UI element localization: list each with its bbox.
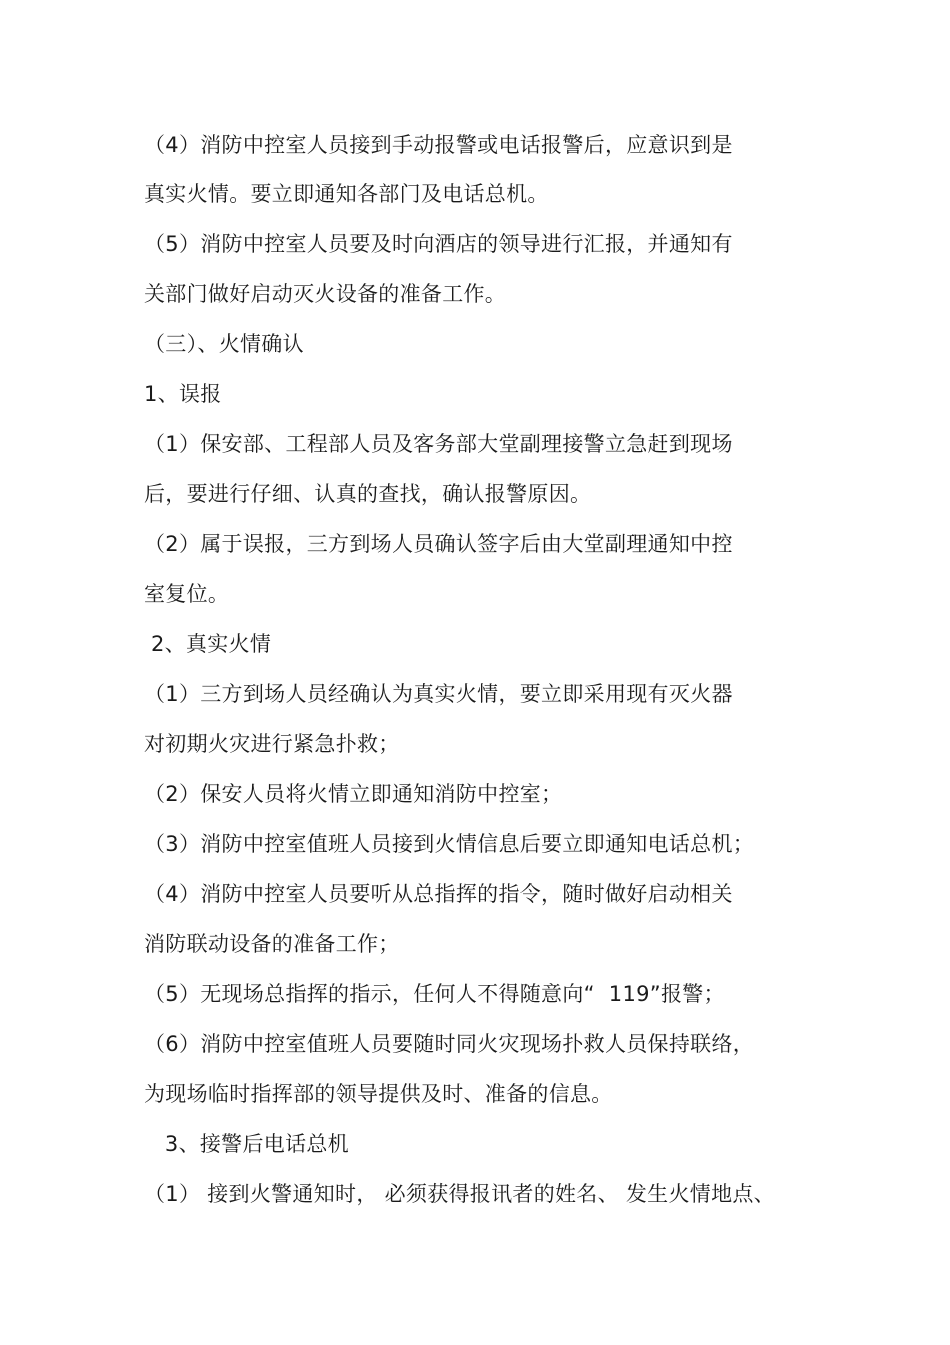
text-line: （1）三方到场人员经确认为真实火情，要立即采用现有灭火器: [144, 682, 733, 706]
text-line: 对初期火灾进行紧急扑救；: [144, 732, 400, 756]
text-line: （1） 接到火警通知时， 必须获得报讯者的姓名、 发生火情地点、: [144, 1182, 775, 1206]
text-line: 真实火情。要立即通知各部门及电话总机。: [144, 182, 549, 206]
text-line: 为现场临时指挥部的领导提供及时、准备的信息。: [144, 1082, 613, 1106]
text-line: 消防联动设备的准备工作；: [144, 932, 400, 956]
subsection-heading: 2、真实火情: [144, 632, 272, 656]
text-line: 室复位。: [144, 582, 230, 606]
text-line: （2）属于误报，三方到场人员确认签字后由大堂副理通知中控: [144, 532, 733, 556]
text-line: （5）消防中控室人员要及时向酒店的领导进行汇报，并通知有: [144, 232, 733, 256]
text-line: （6）消防中控室值班人员要随时同火灾现场扑救人员保持联络，: [144, 1032, 755, 1056]
subsection-heading: 1、误报: [144, 382, 222, 406]
subsection-heading: 3、接警后电话总机: [144, 1132, 349, 1156]
text-line: 后，要进行仔细、认真的查找，确认报警原因。: [144, 482, 592, 506]
text-line: （1）保安部、工程部人员及客务部大堂副理接警立急赶到现场: [144, 432, 733, 456]
text-line: 关部门做好启动灭火设备的准备工作。: [144, 282, 507, 306]
text-line: （5）无现场总指挥的指示，任何人不得随意向“ 119”报警；: [144, 982, 725, 1006]
text-line: （2）保安人员将火情立即通知消防中控室；: [144, 782, 563, 806]
text-line: （3）消防中控室值班人员接到火情信息后要立即通知电话总机；: [144, 832, 755, 856]
text-line: （4）消防中控室人员接到手动报警或电话报警后，应意识到是: [144, 133, 733, 157]
text-line: （4）消防中控室人员要听从总指挥的指令，随时做好启动相关: [144, 882, 733, 906]
section-heading: （三）、火情确认: [144, 332, 304, 356]
